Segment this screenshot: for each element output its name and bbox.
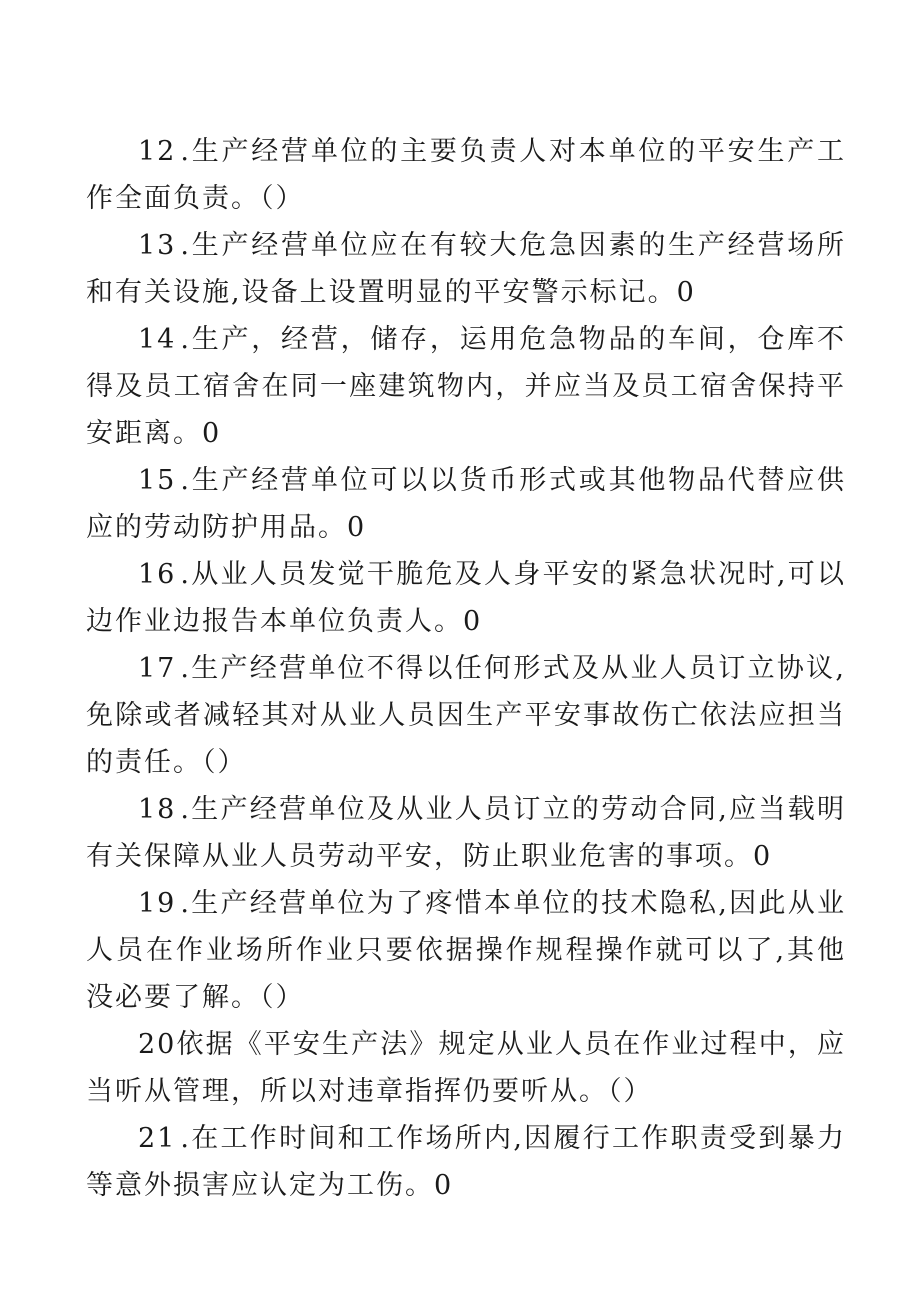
question-number: 21	[138, 1123, 177, 1154]
question-number: 18	[138, 794, 177, 825]
question-number: 19	[138, 888, 177, 919]
question-text: .生产经营单位可以以货币形式或其他物品代替应供应的劳动防护用品。0	[86, 465, 846, 543]
question-17	[86, 645, 846, 786]
question-text: .生产，经营，储存，运用危急物品的车间，仓库不得及员工宿舍在同一座建筑物内，并应当及员工宿舍保持平安距离。0	[86, 324, 846, 449]
question-text: .生产经营单位不得以任何形式及从业人员订立协议,免除或者减轻其对从业人员因生产平安事故伤亡依法应担当的责任。（）	[86, 653, 846, 778]
question-text: .生产经营单位应在有较大危急因素的生产经营场所和有关设施,设备上设置明显的平安警示标记。0	[86, 230, 846, 308]
question-text: .生产经营单位为了疼惜本单位的技术隐私,因此从业人员在作业场所作业只要依据操作规程操作就可以了,其他没必要了解。（）	[86, 888, 846, 1013]
question-13	[86, 222, 846, 316]
question-16	[86, 551, 846, 645]
question-number: 17	[138, 653, 177, 684]
question-number: 20	[138, 1029, 177, 1060]
question-12	[86, 128, 846, 222]
question-15	[86, 457, 846, 551]
question-20	[86, 1021, 846, 1115]
question-18	[86, 786, 846, 880]
question-number: 14	[138, 324, 177, 355]
question-text: 依据《平安生产法》规定从业人员在作业过程中，应当听从管理，所以对违章指挥仍要听从。（）	[86, 1029, 846, 1107]
question-text: .在工作时间和工作场所内,因履行工作职责受到暴力等意外损害应认定为工伤。0	[86, 1123, 846, 1201]
question-text: .生产经营单位及从业人员订立的劳动合同,应当载明有关保障从业人员劳动平安，防止职业危害的事项。0	[86, 794, 846, 872]
question-number: 12	[138, 136, 177, 167]
question-text: .从业人员发觉干脆危及人身平安的紧急状况时,可以边作业边报告本单位负责人。0	[86, 559, 846, 637]
question-text: .生产经营单位的主要负责人对本单位的平安生产工作全面负责。（）	[86, 136, 846, 214]
question-list	[86, 128, 846, 1209]
question-number: 16	[138, 559, 177, 590]
question-21	[86, 1115, 846, 1209]
question-14	[86, 316, 846, 457]
question-number: 13	[138, 230, 177, 261]
question-number: 15	[138, 465, 177, 496]
question-19	[86, 880, 846, 1021]
